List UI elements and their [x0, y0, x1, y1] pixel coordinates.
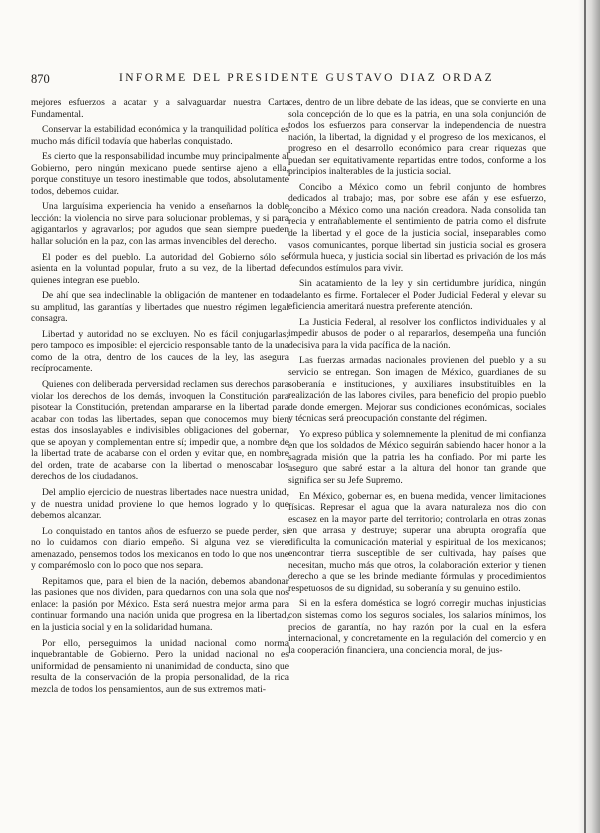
paragraph: mejores esfuerzos a acatar y a salvaguardar nuestra Carta Fundamental. [31, 97, 289, 120]
paragraph: Por ello, perseguimos la unidad nacional como norma inquebrantable de Gobierno. Pero la unidad nacional no es uniformidad de pensamiento ni unanimidad de conducta, sino que resulta de la conservación de la propia personalidad, de la rica mezcla de todos los pensamientos, aun de sus extremos mati- [31, 637, 289, 695]
page-edge-shadow [578, 0, 600, 833]
paragraph: En México, gobernar es, en buena medida, vencer limitaciones físicas. Represar el agua que la avara naturaleza nos dio con escasez en la mayor parte del territorio; controlarla en otras zonas en que arrasa y destruye; superar una abrupta orografía que dificulta la comunicación material y espiritual de los mexicanos; encontrar tierra susceptible de ser cultivada, hay países que necesitan, mucho más que otros, la colaboración exterior y tienen derecho a que se les brinde mediante fórmulas y procedimientos respetuosos de su dignidad, su soberanía y su genuino estilo. [288, 490, 546, 594]
right-column [288, 97, 546, 660]
page-number: 870 [31, 72, 50, 86]
paragraph: Es cierto que la responsabilidad incumbe muy principalmente al Gobierno, pero ningún mexicano puede sentirse ajeno a ella, porque constituye un tesoro inestimable que todos, absolutamente todos, debemos cuidar. [31, 151, 289, 197]
paragraph: La Justicia Federal, al resolver los conflictos individuales y al impedir abusos de poder o al repararlos, desempeña una función decisiva para la vida pacífica de la nación. [288, 316, 546, 351]
paragraph: ces, dentro de un libre debate de las ideas, que se convierte en una sola concepción de lo que es la patria, en una sola conjunción de todos los esfuerzos para conservar la independencia de nuestra nación, la libertad, la dignidad y el progreso de los mexicanos, el progreso en el desarrollo económico para crear riquezas que puedan ser equitativamente repartidas entre todos, conforme a los principios inalterables de la justicia social. [288, 97, 546, 178]
paragraph: Repitamos que, para el bien de la nación, debemos abandonar las pasiones que nos dividen, para quedarnos con una sola que nos enlace: la pasión por México. Esta será nuestra mejor arma para continuar formando una nación unida que progresa en la libertad, en la justicia social y en la solidaridad humana. [31, 575, 289, 633]
paragraph: Libertad y autoridad no se excluyen. No es fácil conjugarlas; pero tampoco es imposible: el ejercicio responsable tanto de la una como de la otra, dentro de los cauces de la ley, las asegura recíprocamente. [31, 328, 289, 375]
paragraph: Si en la esfera doméstica se logró corregir muchas injusticias con sistemas como los seguros sociales, los salarios mínimos, los precios de garantía, no hay razón por la cual en la esfera internacional, y concretamente en la regulación del comercio y en la cooperación financiera, una conciencia moral, de jus- [288, 598, 546, 656]
paragraph: Quienes con deliberada perversidad reclamen sus derechos para violar los derechos de los demás, invoquen la Constitución para pisotear la Constitución, pretendan ampararse en la libertad para acabar con todas las libertades, sepan que conocemos muy bien estas dos insoslayables e indivisibles obligaciones del gobernar, que se apoyan y complementan entre sí; impedir que, a nombre de la libertad trate de acabarse con el orden y evitar que, en nombre del orden, trate de acabarse con la libertad o menoscabar los derechos de los ciudadanos. [31, 379, 289, 483]
paragraph: Conservar la estabilidad económica y la tranquilidad política es mucho más difícil todavía que haberlas conquistado. [31, 124, 289, 147]
paragraph: Una larguísima experiencia ha venido a enseñarnos la doble lección: la violencia no sirve para solucionar problemas, y si para agigantarlos y agravarlos; por agudos que sean siempre pueden hallar solución en la paz, con las armas invencibles del derecho. [31, 201, 289, 248]
paragraph: Lo conquistado en tantos años de esfuerzo se puede perder, si no lo cuidamos con diario empeño. Si alguna vez se viere amenazado, pensemos todos los mexicanos en todo lo que nos une y comparémoslo con lo poco que nos separa. [31, 525, 289, 572]
paragraph: El poder es del pueblo. La autoridad del Gobierno sólo se asienta en la voluntad popular, fruto a su vez, de la libertad de quienes integran ese pueblo. [31, 251, 289, 286]
page-edge-line [584, 0, 586, 833]
paragraph: De ahí que sea indeclinable la obligación de mantener en toda su amplitud, las garantías y libertades que nuestro régimen legal consagra. [31, 290, 289, 325]
running-title: INFORME DEL PRESIDENTE GUSTAVO DIAZ ORDAZ [119, 72, 495, 84]
paragraph: Yo expreso pública y solemnemente la plenitud de mi confianza en que los soldados de México seguirán sabiendo hacer honor a la sagrada misión que la patria les ha confiado. Por mi parte les aseguro que sabré estar a la altura del honor tan grande que significa ser su Jefe Supremo. [288, 428, 546, 486]
paragraph: Sin acatamiento de la ley y sin certidumbre jurídica, ningún adelanto es firme. Fortalecer el Poder Judicial Federal y elevar su eficiencia ameritará nuestra preferente atención. [288, 278, 546, 313]
paragraph: Las fuerzas armadas nacionales provienen del pueblo y a su servicio se entregan. Son imagen de México, guardianes de su soberanía e instituciones, y auxiliares insubstituibles en la realización de las labores civiles, para beneficio del propio pueblo de donde emergen. Mejorar sus condiciones económicas, sociales y técnicas será preocupación constante del régimen. [288, 355, 546, 425]
paragraph: Del amplio ejercicio de nuestras libertades nace nuestra unidad, y de nuestra unidad proviene lo que hemos logrado y lo que debemos alcanzar. [31, 486, 289, 522]
left-column [31, 97, 289, 699]
paragraph: Concibo a México como un febril conjunto de hombres dedicados al trabajo; mas, por sobre ese afán y ese esfuerzo, concibo a México como una nación creadora. Nada consolida tan recia y entrañablemente el sentimiento de patria como el disfrute de la libertad y el goce de la justicia social, inseparables como vasos comunicantes, porque libertad sin justicia social es grosera fórmula hueca, y justicia social sin libertad es privación de los más fecundos estímulos para vivir. [288, 181, 546, 274]
